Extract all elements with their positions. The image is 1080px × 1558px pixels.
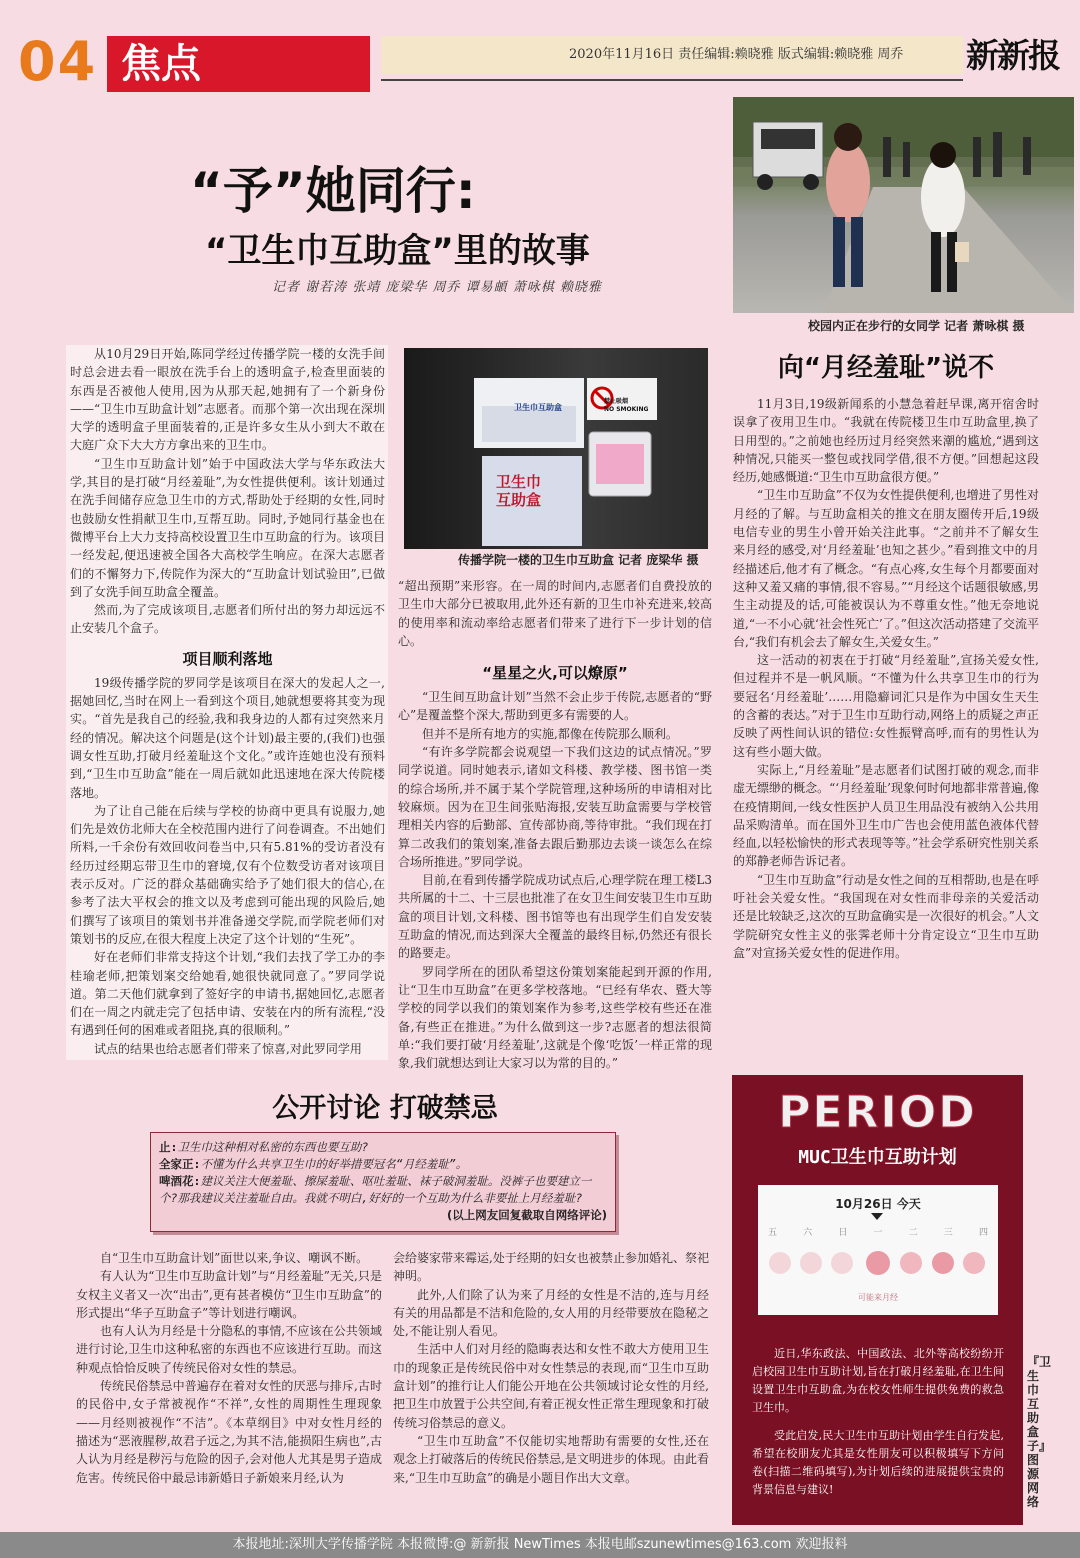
newspaper-brand: 新新报	[966, 36, 1059, 75]
no-smoking-sign: 禁止吸烟 NO SMOKING	[604, 398, 649, 413]
comment	[159, 1156, 607, 1173]
paragraph: 目前,在看到传播学院成功试点后,心理学院在理工楼L3共所属的十二、十三层也批准了在女卫生间安装卫生巾互助盒的项目计划,文科楼、图书馆等也有出现学生们自发安装互助盒的情况,而达到深大全覆盖的最终目标,仍然还有很长的路要走。	[398, 873, 712, 961]
right-heading: 向“月经羞耻”说不	[777, 353, 995, 383]
subheading: “星星之火,可以燎原”	[482, 664, 628, 683]
paragraph: 然而,为了完成该项目,志愿者们所付出的努力却远远不止安装几个盒子。	[70, 603, 385, 636]
header-rule	[381, 79, 963, 81]
paragraph: 11月3日,19级新闻系的小慧急着赶早课,离开宿舍时误拿了夜用卫生巾。“我就在传院楼卫生巾互助盒里,换了日用型的。”之前她也经历过月经突然来潮的尴尬,“遇到这种情况,只能买一整包或找同学借,很不方便。”回想起这段经历,她感慨道:“卫生巾互助盒很方便。”	[733, 397, 1039, 485]
weekday: 三	[943, 1228, 953, 1238]
article-right-column	[733, 395, 1039, 962]
paragraph: 试点的结果也给志愿者们带来了惊喜,对此罗同学用	[94, 1041, 362, 1056]
weekday-row	[768, 1227, 988, 1239]
discussion-right-column	[393, 1249, 709, 1487]
paragraph: “超出预期”来形容。在一周的时间内,志愿者们自费投放的卫生巾大部分已被取用,此外还有新的卫生巾补充进来,较高的使用率和流动率给志愿者们带来了进行下一步计划的信心。	[398, 579, 712, 648]
paragraph: 但并不是所有地方的实施,都像在传院那么顺利。	[422, 726, 678, 741]
footer-bar: 本报地址:深圳大学传播学院 本报微博:@ 新新报 NewTimes 本报电邮szunewtimes@163.com 欢迎报料	[0, 1532, 1080, 1558]
paragraph: 近日,华东政法、中国政法、北外等高校纷纷开启校园卫生巾互助计划,旨在打破月经羞耻,在卫生间设置卫生巾互助盒,为在校女性师生提供免费的救急卫生巾。	[752, 1347, 1004, 1414]
paragraph: 此外,人们除了认为来了月经的女性是不洁的,连与月经有关的用品都是不洁和危险的,女人用的月经带要放在隐秘之处,不能让别人看见。	[393, 1287, 709, 1339]
mutual-aid-box-photo	[404, 348, 708, 549]
discussion-heading: 公开讨论 打破禁忌	[272, 1093, 498, 1124]
issue-meta: 2020年11月16日 责任编辑:赖晓雅 版式编辑:赖晓雅 周乔	[381, 36, 963, 74]
paragraph: “有许多学院都会说观望一下我们这边的试点情况。”罗同学说道。同时她表示,诸如文科楼、教学楼、图书馆一类的综合场所,并不属于某个学院管理,这种场所的申请相对比较麻烦。因为在卫生间张贴海报,安装互助盒需要与学校管理相关内容的后勤部、宣传部协商,等待审批。“我们现在打算二改我们的策划案,准备去跟后勤那边去谈一谈怎么在综合场所推进。”罗同学说。	[398, 745, 712, 869]
netizen-comments-box	[150, 1132, 616, 1232]
today-marker-icon	[871, 1213, 883, 1220]
calendar-date: 10月26日 今天	[835, 1197, 921, 1211]
weekday: 五	[768, 1228, 778, 1238]
paragraph: “卫生巾互助盒”行动是女性之间的互相帮助,也是在呼吁社会关爱女性。“我国现在对女性而非母亲的关爱活动还是比较缺乏,这次的互助盒确实是一次很好的机会。”人文学院研究女性主义的张霁老师十分肯定设立“卫生巾互助盒”对宣扬关爱女性的促进作用。	[733, 872, 1039, 960]
byline: 记者 谢若涛 张靖 庞梁华 周乔 谭易頔 萧咏棋 赖晓雅	[272, 280, 602, 295]
comments-source: (以上网友回复截取自网络评论)	[446, 1208, 607, 1222]
campus-photo	[733, 97, 1074, 313]
campus-photo-illustration	[733, 97, 1074, 313]
weekday: 一	[873, 1228, 883, 1238]
calendar-dots	[758, 1243, 998, 1293]
comment-text: 不懂为什么共享卫生巾的好举措要冠名“月经羞耻”。	[200, 1157, 468, 1171]
discussion-left-column	[76, 1249, 382, 1487]
weekday: 四	[978, 1228, 988, 1238]
paragraph: 生活中人们对月经的隐晦表达和女性不敢大方使用卫生巾的现象正是传统民俗中对女性禁忌的表现,而“卫生巾互助盒计划”的推行让人们能公开地在公共领域讨论女性的月经,把卫生巾放置于公共空间,有着正视女性正常生理现象和打破传统习俗禁忌的意义。	[393, 1342, 709, 1430]
weekday: 日	[838, 1228, 848, 1238]
article-left-column	[70, 345, 385, 1058]
poster-caption: 『卫生巾互助盒子』图源网络	[1027, 1355, 1052, 1509]
period-poster	[732, 1075, 1023, 1525]
mutual-aid-box-illustration	[404, 348, 708, 549]
comment-text: 卫生巾这种相对私密的东西也要互助?	[177, 1140, 369, 1154]
comment-user: 全家正:	[159, 1157, 201, 1171]
paragraph: 自“卫生巾互助盒计划”面世以来,争议、嘲讽不断。	[100, 1251, 369, 1265]
paragraph: 从10月29日开始,陈同学经过传播学院一楼的女洗手间时总会进去看一眼放在洗手台上的透明盒子,检查里面装的东西是否被他人使用,因为从那天起,她拥有了一个新身份——“卫生巾互助盒计划”志愿者。而那个第一次出现在深圳大学的透明盒子里面装着的,正是许多女生从小到大不敢在大庭广众下大大方方拿出来的卫生巾。	[70, 347, 385, 453]
poster-title: PERIOD	[778, 1087, 977, 1138]
weekday: 二	[908, 1228, 918, 1238]
calendar-note: 可能来月经	[858, 1293, 898, 1302]
poster-subtitle: MUC卫生巾互助计划	[798, 1147, 957, 1168]
box-poster-label: 卫生巾 互助盒	[496, 473, 542, 509]
article-middle-column	[398, 577, 712, 1072]
period-calendar	[758, 1185, 998, 1315]
comment-user: 止:	[159, 1140, 178, 1154]
paragraph: 罗同学所在的团队希望这份策划案能起到开源的作用,让“卫生巾互助盒”在更多学校落地。“已经有华农、暨大等学校的同学以我们的策划案作为参考,这些学校有些还在准备,有些正在推进。”为什么做到这一步?志愿者的想法很简单:“我们要打破‘月经羞耻’,这就是个像‘吃饭’一样正常的现象,我们就想达到让大家习以为常的目的。”	[398, 964, 712, 1071]
paragraph: “卫生巾互助盒计划”始于中国政法大学与华东政法大学,其目的是打破“月经羞耻”,为女性提供便利。该计划通过在洗手间储存应急卫生巾的方式,帮助处于经期的女性,同时也鼓励女性捐献卫生巾,互帮互助。同时,予她同行基金也在微博平台上大力支持高校设置卫生巾互助盒的行为。该项目一经发起,便迅速被全国各大高校学生响应。在深大志愿者们的不懈努力下,传院作为深大的“互助盒计划试验田”,已做到了女洗手间互助盒全覆盖。	[70, 456, 385, 599]
comment-user: 啤酒花:	[159, 1174, 201, 1188]
paragraph: 会给婆家带来霉运,处于经期的妇女也被禁止参加婚礼、祭祀神明。	[393, 1251, 709, 1284]
paragraph: “卫生巾互助盒”不仅为女性提供便利,也增进了男性对月经的了解。与互助盒相关的推文在朋友圈传开后,19级电信专业的男生小曾开始关注此事。“之前并不了解女生来月经的感受,对‘月经羞耻’也知之甚少。”看到推文中的月经描述后,他才有了概念。“有点心疼,女生每个月都要面对这种又羞又痛的事情,很不容易。”“月经这个话题很敏感,男生主动提及的话,可能被误认为不尊重女性。”他无奈地说道,“一不小心就‘社会性死亡’了。”但这次活动搭建了交流平台,“我们有机会去了解女生,关爱女生。”	[733, 488, 1039, 649]
paragraph: 19级传播学院的罗同学是该项目在深大的发起人之一,据她回忆,当时在网上一看到这个项目,她就想要将其变为现实。“首先是我自己的经验,我和我身边的人都有过突然来月经的情况。解决这个问题是(这个计划)最主要的,(我们)也强调女性互助,打破月经羞耻这个文化。”或许连她也没有预料到,“卫生巾互助盒”能在一周后就如此迅速地在深大传院楼落地。	[70, 675, 385, 800]
headline-line2: “卫生巾互助盒”里的故事	[205, 231, 590, 271]
comment	[159, 1139, 607, 1156]
headline-line1: “予”她同行:	[190, 162, 476, 220]
page-number: 04	[18, 30, 98, 93]
paragraph: 传统民俗禁忌中普遍存在着对女性的厌恶与排斥,古时的民俗中,女子常被视作“不祥”,女性的周期性生理现象——月经则被视作“不洁”。《本草纲目》中对女性月经的描述为“恶液腥秽,故君子远之,为其不洁,能损阳生病也”,古人认为月经是秽污与危险的因子,会对他人尤其是男子造成危害。传统民俗中最忌讳新婚日子新娘来月经,认为	[76, 1379, 382, 1485]
photo1-caption: 校园内正在步行的女同学 记者 萧咏棋 摄	[808, 319, 1025, 333]
poster-text	[752, 1345, 1004, 1509]
box-label: 卫生巾互助盒	[514, 403, 562, 412]
comment-text: 建议关注大便羞耻、擦屎羞耻、呕吐羞耻、袜子破洞羞耻。没裤子也要建立一个?那我建议关注羞耻自由。我就不明白,好好的一个互助为什么非要扯上月经羞耻?	[159, 1174, 592, 1205]
section-title: 焦点	[107, 36, 370, 92]
comment	[159, 1173, 607, 1207]
paragraph: 也有人认为月经是十分隐私的事情,不应该在公共领域进行讨论,卫生巾这种私密的东西也不应该进行互助。而这种观点恰恰反映了传统民俗对女性的禁忌。	[76, 1324, 382, 1375]
paragraph: “卫生巾互助盒”不仅能切实地帮助有需要的女性,还在观念上打破落后的传统民俗禁忌,是文明进步的体现。由此看来,“卫生巾互助盒”的确是小题目作出大文章。	[393, 1433, 709, 1485]
paragraph: 有人认为“卫生巾互助盒计划”与“月经羞耻”无关,只是女权主义者又一次“出击”,更有甚者模仿“卫生巾互助盒”的形式提出“华子互助盒子”等计划进行嘲讽。	[76, 1269, 382, 1320]
paragraph: “卫生间互助盒计划”当然不会止步于传院,志愿者的“野心”是覆盖整个深大,帮助到更多有需要的人。	[398, 690, 712, 723]
paragraph: 这一活动的初衷在于打破“月经羞耻”,宣扬关爱女性,但过程并不是一帆风顺。“不懂为什么共享卫生巾的行为要冠名‘月经羞耻’……用隐癖词汇只是作为中国女生天生的含蓄的表达。”对于卫生巾互助行动,网络上的质疑之声正反映了两性间认识的错位:女性振臂高呼,而有的男性认为这有些小题大做。	[733, 653, 1039, 759]
paragraph: 受此启发,民大卫生巾互助计划由学生自行发起,希望在校朋友尤其是女性朋友可以积极填写下方问卷(扫描二维码填写),为计划后续的进展提供宝贵的背景信息与建议!	[752, 1429, 1004, 1496]
weekday: 六	[803, 1228, 813, 1238]
paragraph: 好在老师们非常支持这个计划,“我们去找了学工办的李桂瑜老师,把策划案交给她看,她很快就同意了。”罗同学说道。第二天他们就拿到了签好字的申请书,据她回忆,志愿者们在一周之内就走完了包括申请、安装在内的所有流程,“没有遇到任何的困难或者阻挠,真的很顺利。”	[70, 950, 385, 1038]
paragraph: 实际上,“月经羞耻”是志愿者们试图打破的观念,而非虚无缥缈的概念。“‘月经羞耻’现象何时何地都非常普遍,像在疫情期间,一线女性医护人员卫生用品没有被纳入公共用品采购清单。而在国外卫生巾广告也会使用蓝色液体代替经血,以轻松愉快的形式表现等等。”社会学系研究性别关系的郑静老师告诉记者。	[733, 762, 1039, 869]
photo2-caption: 传播学院一楼的卫生巾互助盒 记者 庞梁华 摄	[458, 553, 699, 567]
subheading: 项目顺利落地	[182, 649, 273, 668]
paragraph: 为了让自己能在后续与学校的协商中更具有说服力,她们先是效仿北师大在全校范围内进行了问卷调查。不出她们所料,一千余份有效回收问卷当中,只有5.81%的受访者没有经历过经期忘带卫生巾的窘境,仅有个位数受访者对该项目表示反对。广泛的群众基础确实给予了她们很大的信心,在参考了法大平权会的推文以及考虑到可能出现的风险后,她们撰写了该项目的策划书并准备递交学院,而学院老师们对策划书的反应,在很大程度上决定了这个计划的“生死”。	[70, 803, 385, 946]
